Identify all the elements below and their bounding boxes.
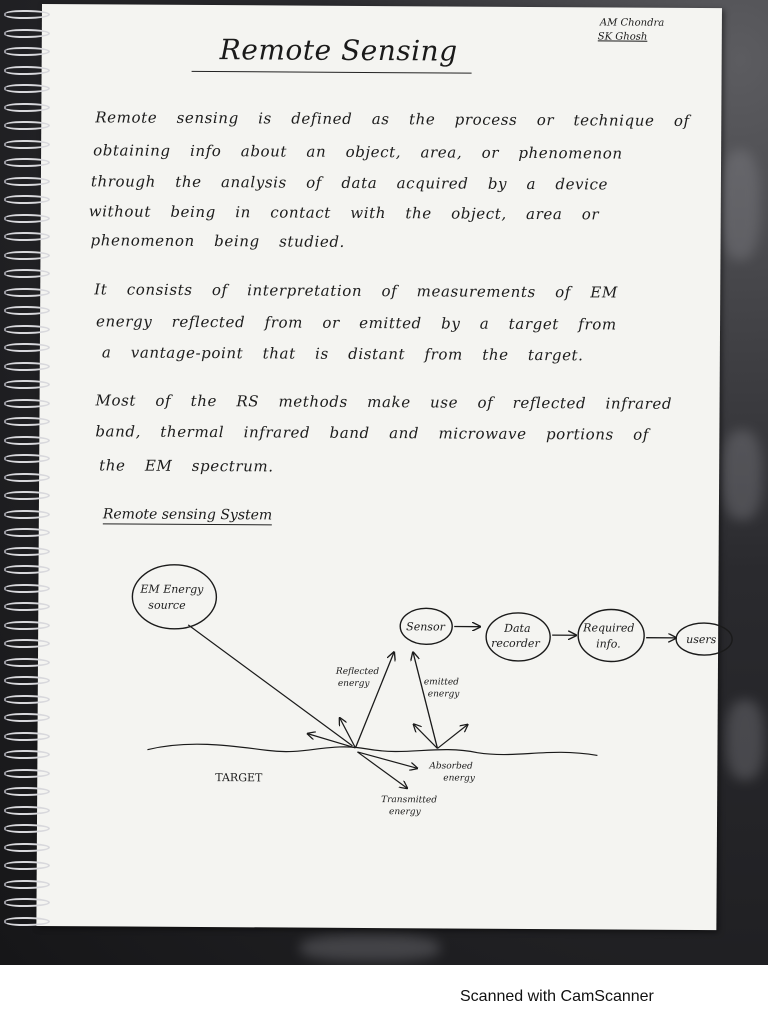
spiral-coil [4, 121, 50, 130]
spiral-coil [4, 232, 50, 241]
transmitted-energy-arrow [357, 752, 407, 788]
spiral-coil [4, 750, 50, 759]
page-title: Remote Sensing [219, 33, 458, 68]
spiral-coil [4, 399, 50, 408]
transmitted-energy-label: Transmitted [381, 795, 438, 806]
emitted-energy-label: emitted [423, 677, 459, 688]
emitted-energy-arrow [412, 652, 438, 748]
spiral-coil [4, 547, 50, 556]
paragraph-line: Most of the RS methods make use of reflected infrared [95, 391, 673, 413]
paragraph-line: without being in contact with the object, area or [88, 202, 600, 224]
background-fabric-pattern [720, 150, 760, 260]
spiral-coil [4, 732, 50, 741]
sensor-label: Sensor [406, 620, 445, 634]
spiral-coil [4, 417, 50, 426]
spiral-coil [4, 787, 50, 796]
spiral-coil [4, 325, 50, 334]
spiral-binding [0, 10, 56, 945]
background-fabric-pattern [722, 430, 762, 520]
diagram-heading: Remote sensing System [102, 506, 273, 524]
spiral-coil [4, 565, 50, 574]
spiral-coil [4, 214, 50, 223]
spiral-coil [4, 269, 50, 278]
spiral-coil [4, 158, 50, 167]
scatter-arrow [437, 724, 467, 748]
spiral-coil [4, 29, 50, 38]
emitted-energy-label: energy [427, 689, 460, 700]
paragraph-line: a vantage-point that is distant from the target. [101, 343, 584, 365]
scanner-watermark: Scanned with CamScanner [460, 988, 654, 1005]
spiral-coil [4, 288, 50, 297]
target-surface-line [147, 744, 597, 756]
paragraph-line: Remote sensing is defined as the process or technique of [95, 108, 690, 130]
data-recorder-label: recorder [491, 636, 540, 651]
spiral-coil [4, 806, 50, 815]
target-label: TARGET [215, 771, 263, 785]
em-energy-source-label: EM Energy [140, 582, 204, 596]
spiral-coil [4, 343, 50, 352]
paragraph-line: obtaining info about an object, area, or phenomenon [93, 141, 623, 163]
spiral-coil [4, 251, 50, 260]
spiral-coil [4, 528, 50, 537]
spiral-coil [4, 917, 50, 926]
spiral-coil [4, 177, 50, 186]
spiral-coil [4, 473, 50, 482]
paragraph-line: energy reflected from or emitted by a target from [96, 312, 617, 334]
spiral-coil [4, 436, 50, 445]
notebook-page [36, 4, 722, 930]
required-info-circle [578, 609, 644, 661]
spiral-coil [4, 602, 50, 611]
spiral-coil [4, 898, 50, 907]
spiral-coil [4, 639, 50, 648]
spiral-coil [4, 676, 50, 685]
spiral-coil [4, 713, 50, 722]
paragraph-line: the EM spectrum. [99, 456, 274, 476]
spiral-coil [4, 769, 50, 778]
spiral-coil [4, 103, 50, 112]
users-label: users [686, 632, 717, 647]
absorbed-energy-arrow [357, 752, 417, 768]
paragraph-line: band, thermal infrared band and microwave portions of [95, 422, 650, 444]
author-name: AM Chondra [599, 17, 665, 29]
spiral-coil [4, 510, 50, 519]
incident-energy-arrow [187, 625, 353, 746]
spiral-coil [4, 824, 50, 833]
spiral-coil [4, 880, 50, 889]
title-underline [192, 71, 472, 74]
spiral-coil [4, 195, 50, 204]
spiral-coil [4, 584, 50, 593]
spiral-coil [4, 66, 50, 75]
paragraph-line: through the analysis of data acquired by a device [90, 172, 609, 194]
required-info-label: Required [583, 621, 635, 635]
spiral-coil [4, 10, 50, 19]
transmitted-energy-label: energy [389, 807, 421, 818]
spiral-coil [4, 861, 50, 870]
spiral-coil [4, 843, 50, 852]
required-info-label: info. [596, 637, 621, 651]
author-name: SK Ghosh [597, 31, 648, 43]
background-fabric-pattern [726, 700, 764, 780]
spiral-coil [4, 84, 50, 93]
spiral-coil [4, 621, 50, 630]
paragraph-line: It consists of interpretation of measurements of EM [94, 280, 618, 302]
spiral-coil [4, 491, 50, 500]
background-fabric-pattern [300, 935, 440, 961]
reflected-energy-label: energy [337, 678, 370, 690]
spiral-coil [4, 362, 50, 371]
spiral-coil [4, 140, 50, 149]
spiral-coil [4, 306, 50, 315]
reflected-energy-label: Reflected [335, 666, 380, 678]
em-energy-source-label: source [148, 598, 186, 612]
spiral-coil [4, 47, 50, 56]
absorbed-energy-label: Absorbed [429, 761, 473, 772]
remote-sensing-diagram [77, 544, 719, 848]
em-energy-source-circle [132, 565, 216, 630]
spiral-coil [4, 658, 50, 667]
spiral-coil [4, 380, 50, 389]
absorbed-energy-label: energy [443, 773, 475, 784]
spiral-coil [4, 695, 50, 704]
spiral-coil [4, 454, 50, 463]
data-recorder-label: Data [504, 621, 531, 635]
paragraph-line: phenomenon being studied. [90, 231, 346, 251]
scatter-arrow [307, 734, 355, 748]
